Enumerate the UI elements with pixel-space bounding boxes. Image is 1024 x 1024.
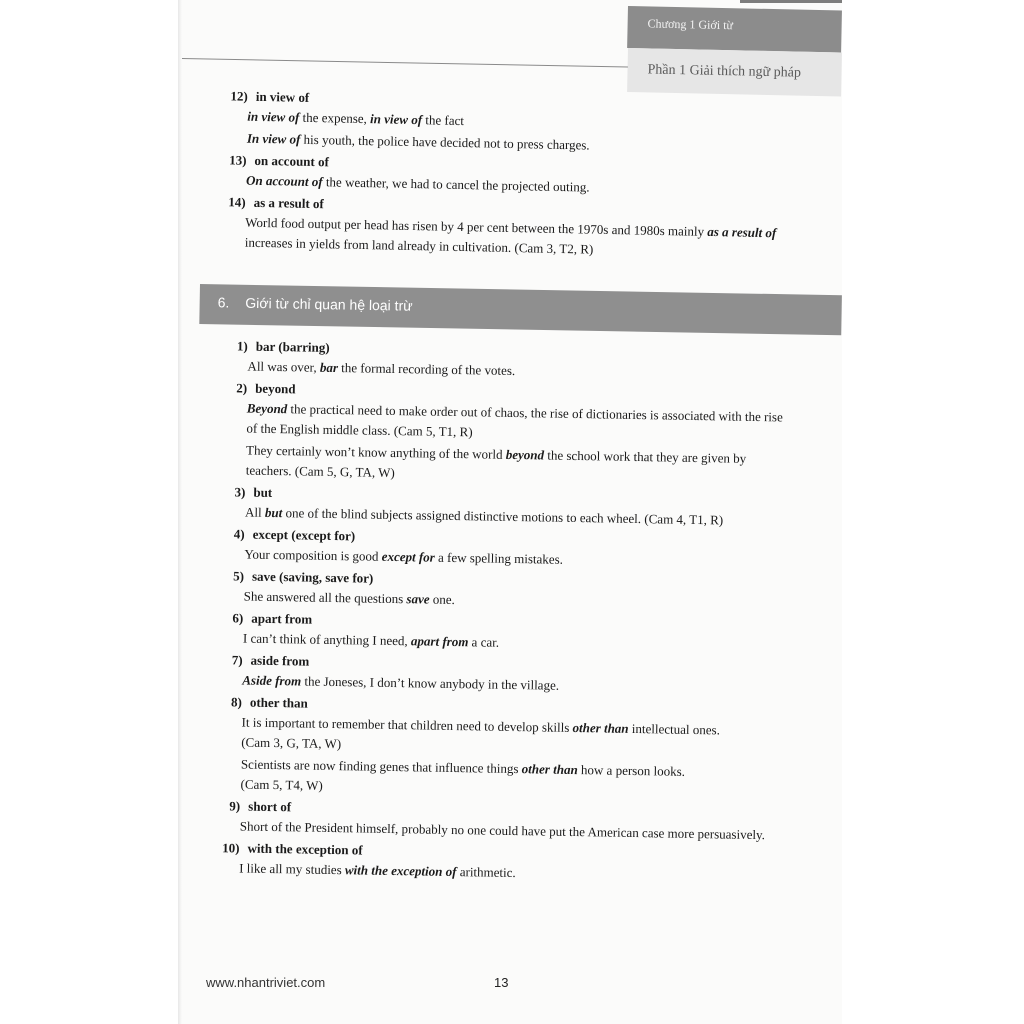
highlighted-phrase: other than	[521, 761, 578, 778]
sentence-text: I like all my studies	[239, 860, 346, 878]
section-number: 6.	[217, 294, 230, 311]
sentence-text: one.	[429, 591, 456, 608]
sentence-text: the fact	[421, 112, 465, 129]
list-item	[212, 378, 794, 490]
item-number: 4)	[233, 526, 245, 542]
item-number: 8)	[230, 694, 243, 710]
example-sentence	[206, 754, 787, 804]
list-item	[211, 482, 792, 532]
list-item	[213, 336, 794, 386]
list-item	[210, 566, 791, 616]
highlighted-phrase: Aside from	[242, 672, 302, 689]
highlighted-phrase: in view of	[369, 111, 423, 128]
section-title: Giới từ chỉ quan hệ loại trừ	[245, 294, 413, 314]
highlighted-phrase: Beyond	[246, 400, 288, 417]
sentence-text: the weather, we had to cancel the projected outing.	[322, 174, 590, 195]
item-title: on account of	[254, 152, 330, 170]
sentence-text: the Joneses, I don’t know anybody in the village.	[301, 673, 560, 693]
item-title: with the exception of	[247, 840, 363, 858]
sentence-text: the school work that they are given by teachers. (Cam 5, G, TA, W)	[245, 447, 747, 481]
list-item	[205, 838, 786, 888]
sentence-text: It is important to remember that children need to develop skills	[241, 714, 573, 735]
list-item	[206, 692, 788, 804]
sentence-text: the practical need to make order out of chaos, the rise of dictionaries is associated with the rise of the English middle class. (Cam 5, T1, R)	[246, 401, 783, 440]
item-title: aside from	[250, 652, 310, 669]
sentence-text: the formal recording of the votes.	[337, 360, 516, 378]
sentence-text: the expense,	[299, 109, 371, 127]
item-number: 1)	[236, 338, 248, 354]
sentence-text: a few spelling mistakes.	[434, 549, 564, 567]
list-item	[213, 86, 794, 160]
item-number: 7)	[231, 652, 243, 668]
chapter-label: Chương 1 Giới từ	[647, 16, 734, 33]
sentence-text: Your composition is good	[244, 546, 382, 564]
highlighted-phrase: beyond	[505, 446, 545, 463]
item-title: save (saving, save for)	[251, 568, 374, 586]
highlighted-phrase: except for	[381, 548, 435, 565]
sentence-text: increases in yields from land already in cultivation. (Cam 3, T2, R)	[244, 234, 594, 257]
sentence-text: intellectual ones.	[628, 720, 721, 738]
highlighted-phrase: bar	[319, 359, 339, 376]
item-title: apart from	[251, 610, 313, 627]
highlighted-phrase: as a result of	[707, 223, 777, 241]
sentence-text: All	[244, 504, 266, 520]
chapter-tab	[627, 6, 842, 52]
part-label: Phần 1 Giải thích ngữ pháp	[647, 62, 802, 81]
page-number: 13	[494, 975, 509, 990]
sentence-text: She answered all the questions	[243, 588, 407, 607]
list-item	[211, 192, 792, 264]
sentence-text: a car.	[468, 634, 500, 650]
section-a-list	[211, 86, 794, 266]
part-box	[627, 48, 842, 96]
section-heading	[218, 294, 413, 313]
sentence-text: his youth, the police have decided not to press charges.	[300, 131, 590, 153]
sentence-text: (Cam 3, G, TA, W)	[241, 734, 342, 752]
item-title: as a result of	[253, 194, 324, 212]
highlighted-phrase: other than	[572, 720, 629, 736]
item-number: 6)	[232, 610, 244, 626]
sentence-text: one of the blind subjects assigned distinctive motions to each wheel. (Cam 4, T1, R)	[282, 505, 724, 528]
item-number: 5)	[233, 568, 245, 584]
highlighted-phrase: save	[406, 591, 430, 607]
highlighted-phrase: In view of	[246, 130, 301, 147]
footer-url: www.nhantriviet.com	[206, 975, 326, 990]
sentence-text: World food output per head has risen by 4 per cent between the 1970s and 1980s mainly	[245, 214, 708, 239]
list-item	[210, 524, 791, 574]
highlighted-phrase: in view of	[247, 108, 300, 125]
item-title: but	[253, 484, 273, 500]
item-number: 9)	[229, 798, 241, 814]
item-number: 13)	[229, 152, 247, 168]
highlighted-phrase: On account of	[245, 172, 323, 190]
item-title: bar (barring)	[255, 338, 330, 355]
item-title: except (except for)	[252, 526, 356, 544]
sentence-text: Scientists are now finding genes that influence things	[240, 756, 522, 777]
highlighted-phrase: with the exception of	[344, 862, 457, 880]
item-number: 10)	[222, 840, 240, 856]
top-edge-line	[740, 0, 842, 3]
list-item	[208, 650, 789, 700]
sentence-text: arithmetic.	[456, 864, 516, 881]
list-item	[209, 608, 790, 658]
item-number: 2)	[236, 380, 248, 396]
item-number: 3)	[234, 484, 246, 500]
item-title: other than	[249, 694, 308, 711]
highlighted-phrase: apart from	[410, 633, 469, 650]
sentence-text: (Cam 5, T4, W)	[240, 776, 323, 793]
sentence-text: They certainly won’t know anything of the world	[245, 442, 506, 462]
item-number: 12)	[230, 88, 248, 104]
example-sentence	[212, 440, 793, 490]
item-title: beyond	[255, 380, 296, 397]
sentence-text: Short of the President himself, probably no one could have put the American case more persuasively.	[239, 818, 766, 843]
sentence-text: All was over,	[247, 358, 321, 375]
item-number: 14)	[228, 194, 246, 210]
sentence-text: I can’t think of anything I need,	[242, 630, 412, 649]
item-title: in view of	[255, 88, 310, 105]
example-sentence	[207, 712, 788, 762]
section-b-list	[205, 336, 794, 890]
example-sentence	[212, 398, 793, 448]
list-item	[206, 796, 787, 846]
item-title: short of	[248, 798, 292, 815]
sentence-text: how a person looks.	[577, 762, 686, 779]
highlighted-phrase: but	[264, 504, 283, 521]
